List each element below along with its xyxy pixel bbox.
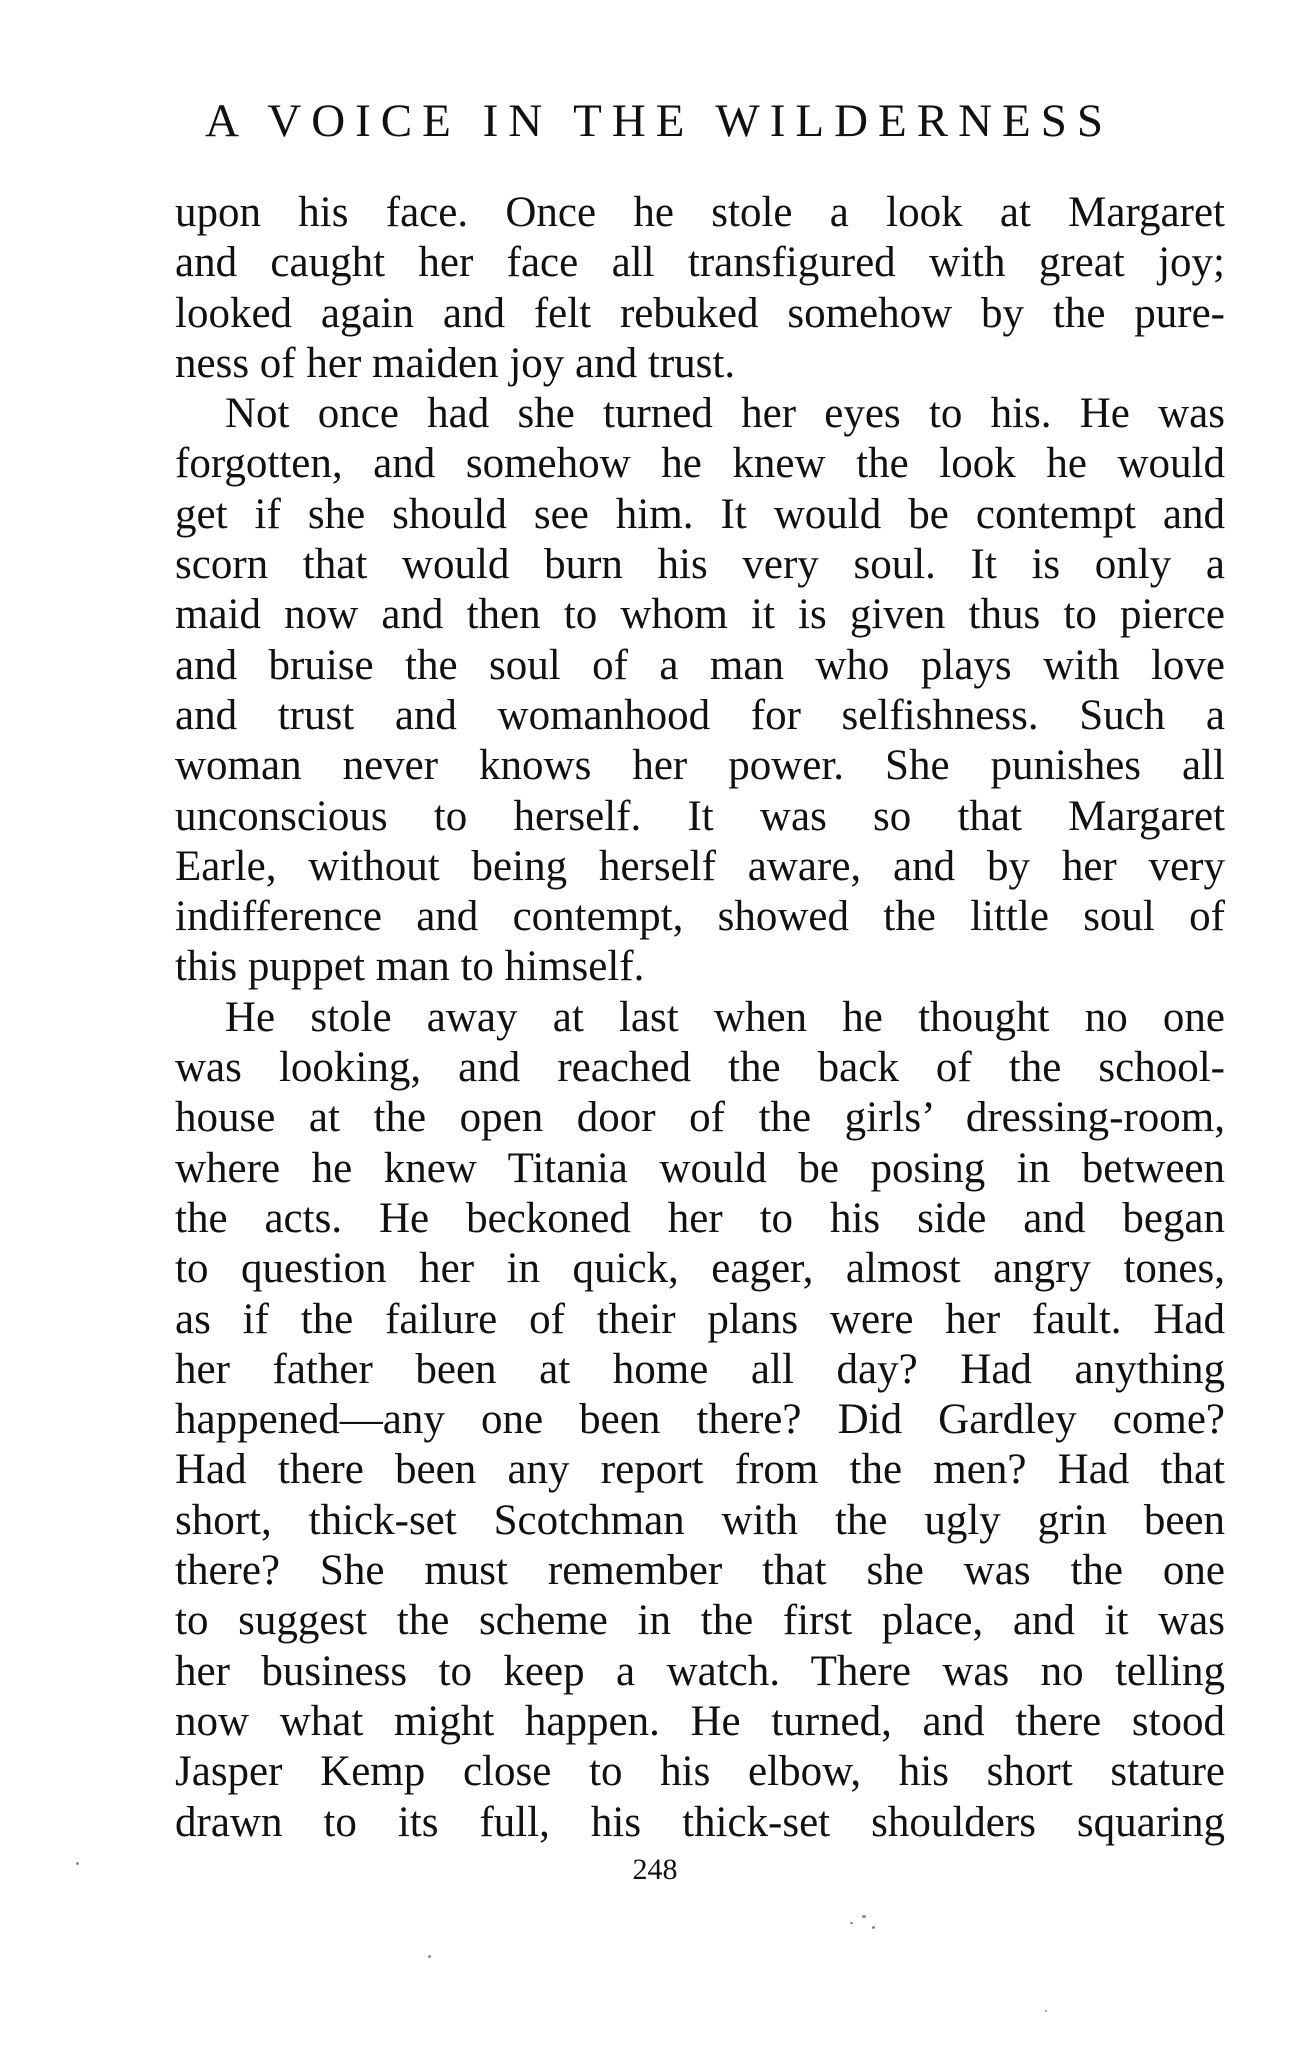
text-line: and bruise the soul of a man who plays with love [175, 641, 1225, 689]
text-line: unconscious to herself. It was so that Margaret [175, 792, 1225, 840]
scan-speck [850, 1922, 853, 1924]
text-line: her business to keep a watch. There was no telling [175, 1647, 1225, 1695]
paragraph-first-line: Not once had she turned her eyes to his. He was [225, 390, 1225, 438]
text-line: forgotten, and somehow he knew the look he would [175, 440, 1225, 488]
scan-speck [76, 1862, 79, 1865]
text-line: woman never knows her power. She punishes all [175, 742, 1225, 790]
text-line: this puppet man to himself. [175, 943, 645, 991]
scan-speck [428, 1955, 431, 1958]
paragraph-first-line: He stole away at last when he thought no one [225, 993, 1225, 1041]
text-line: maid now and then to whom it is given thus to pierce [175, 591, 1225, 639]
text-line: indifference and contempt, showed the little soul of [175, 893, 1225, 941]
text-line: Earle, without being herself aware, and by her very [175, 842, 1225, 890]
text-line: looked again and felt rebuked somehow by the pure- [175, 289, 1225, 337]
text-line: get if she should see him. It would be contempt and [175, 490, 1225, 538]
text-line: and caught her face all transfigured with great joy; [175, 239, 1225, 287]
running-head: A VOICE IN THE WILDERNESS [205, 95, 1113, 147]
text-line: the acts. He beckoned her to his side and began [175, 1194, 1225, 1242]
scan-speck [1045, 2010, 1047, 2012]
text-line: there? She must remember that she was the one [175, 1547, 1225, 1595]
text-line: upon his face. Once he stole a look at Margaret [175, 189, 1225, 236]
text-line: short, thick-set Scotchman with the ugly grin been [175, 1496, 1225, 1544]
text-line: to question her in quick, eager, almost angry tones, [175, 1245, 1225, 1293]
text-line: house at the open door of the girls’ dressing-room, [175, 1094, 1225, 1142]
text-line: ness of her maiden joy and trust. [175, 339, 736, 387]
text-line: scorn that would burn his very soul. It is only a [175, 541, 1225, 589]
text-line: and trust and womanhood for selfishness. Such a [175, 691, 1225, 739]
text-line: Had there been any report from the men? Had that [175, 1446, 1225, 1494]
text-line: happened—any one been there? Did Gardley come? [175, 1396, 1225, 1444]
scan-speck [872, 1926, 875, 1929]
text-line: her father been at home all day? Had anything [175, 1345, 1225, 1393]
text-line: drawn to its full, his thick-set shoulders squaring [175, 1798, 1225, 1846]
page-number: 248 [632, 1853, 678, 1886]
text-line: now what might happen. He turned, and there stood [175, 1697, 1225, 1745]
text-line: as if the failure of their plans were her fault. Had [175, 1295, 1225, 1343]
text-line: to suggest the scheme in the first place, and it was [175, 1597, 1225, 1645]
text-line: was looking, and reached the back of the school- [175, 1044, 1225, 1092]
body-text [175, 188, 1225, 1848]
text-line: where he knew Titania would be posing in between [175, 1144, 1225, 1192]
text-line: Jasper Kemp close to his elbow, his short stature [175, 1748, 1225, 1796]
scan-speck [862, 1915, 866, 1918]
